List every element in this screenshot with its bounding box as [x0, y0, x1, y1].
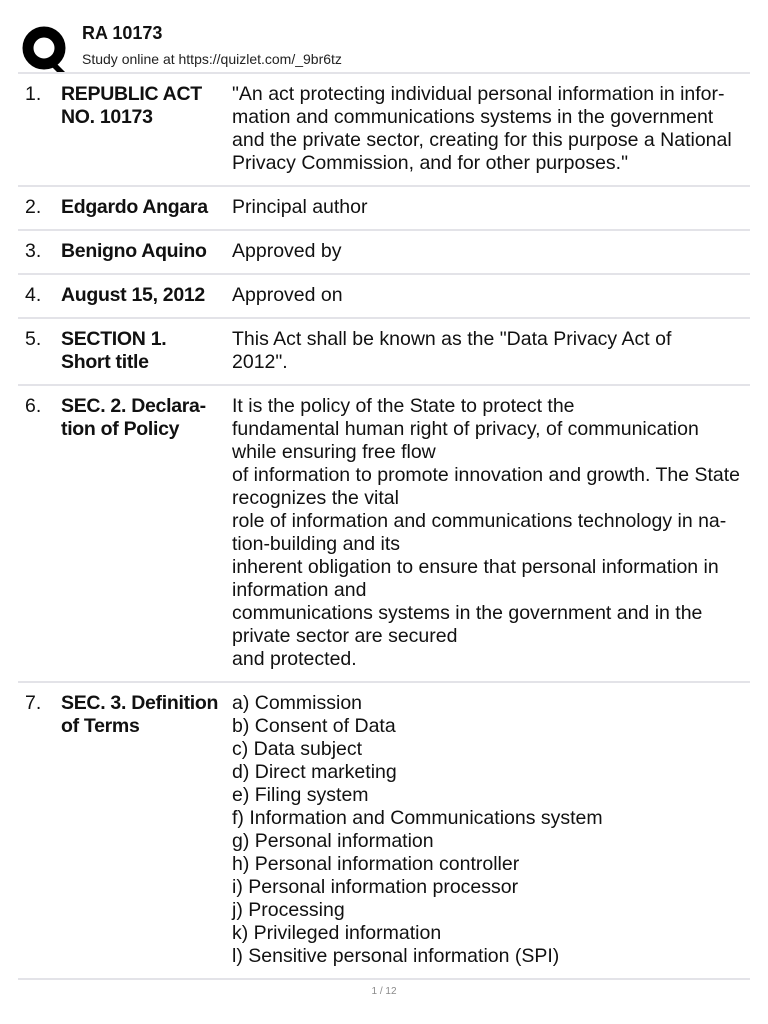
- definition-line: fundamental human right of privacy, of communication: [232, 418, 699, 440]
- definition-line: tion-building and its: [232, 533, 401, 555]
- definition-line: c) Data subject: [232, 738, 363, 760]
- definition-line: d) Direct marketing: [232, 761, 397, 783]
- term-line: SEC. 2. Declara-: [61, 395, 206, 417]
- quizlet-q-logo: [20, 24, 70, 74]
- card-number: 4.: [25, 284, 42, 306]
- term-line: Benigno Aquino: [61, 240, 207, 262]
- definition-line: It is the policy of the State to protect the: [232, 395, 575, 417]
- card-row: [18, 231, 750, 275]
- definition-line: private sector are secured: [232, 625, 458, 647]
- card-number: 7.: [25, 692, 42, 714]
- definition-line: and the private sector, creating for this purpose a National: [232, 129, 732, 151]
- term-line: of Terms: [61, 715, 140, 737]
- card-row: [18, 319, 750, 386]
- definition-line: Approved by: [232, 240, 342, 262]
- definition-line: This Act shall be known as the "Data Privacy Act of: [232, 328, 672, 350]
- definition-line: and protected.: [232, 648, 357, 670]
- card-row: [18, 275, 750, 319]
- card-definition: [232, 328, 750, 374]
- card-term: [61, 692, 232, 738]
- card-number: 2.: [25, 196, 42, 218]
- definition-line: mation and communications systems in the government: [232, 106, 714, 128]
- card-definition: [232, 284, 750, 307]
- card-row: [18, 74, 750, 187]
- page-indicator: 1 / 12: [371, 986, 397, 997]
- card-definition: [232, 83, 750, 175]
- definition-line: Principal author: [232, 196, 368, 218]
- card-row: [18, 187, 750, 231]
- definition-line: k) Privileged information: [232, 922, 442, 944]
- term-line: Edgardo Angara: [61, 196, 208, 218]
- definition-line: f) Information and Communications system: [232, 807, 603, 829]
- card-term: [61, 240, 232, 263]
- page-header: [18, 18, 748, 70]
- card-term: [61, 284, 232, 307]
- definition-line: Privacy Commission, and for other purposes.": [232, 152, 628, 174]
- definition-line: Approved on: [232, 284, 343, 306]
- definition-line: a) Commission: [232, 692, 363, 714]
- card-row: [18, 386, 750, 683]
- card-term: [61, 83, 232, 129]
- card-definition: [232, 692, 750, 968]
- definition-line: of information to promote innovation and growth. The State: [232, 464, 741, 486]
- term-line: SEC. 3. Definition: [61, 692, 219, 714]
- definition-line: j) Processing: [232, 899, 345, 921]
- definition-line: role of information and communications technology in na-: [232, 510, 727, 532]
- card-definition: [232, 196, 750, 219]
- set-title: RA 10173: [82, 23, 163, 43]
- term-line: August 15, 2012: [61, 284, 205, 306]
- definition-line: 2012".: [232, 351, 288, 373]
- definition-line: inherent obligation to ensure that personal information in: [232, 556, 719, 578]
- definition-line: information and: [232, 579, 367, 601]
- definition-line: i) Personal information processor: [232, 876, 519, 898]
- card-term: [61, 328, 232, 374]
- definition-line: recognizes the vital: [232, 487, 399, 509]
- term-line: tion of Policy: [61, 418, 180, 440]
- term-line: Short title: [61, 351, 149, 373]
- card-number: 5.: [25, 328, 42, 350]
- flashcard-list: [18, 72, 750, 980]
- definition-line: l) Sensitive personal information (SPI): [232, 945, 560, 967]
- card-number: 1.: [25, 83, 42, 105]
- definition-line: e) Filing system: [232, 784, 369, 806]
- term-line: SECTION 1.: [61, 328, 167, 350]
- definition-line: h) Personal information controller: [232, 853, 520, 875]
- card-term: [61, 395, 232, 441]
- definition-line: while ensuring free flow: [232, 441, 436, 463]
- definition-line: communications systems in the government and in the: [232, 602, 703, 624]
- card-term: [61, 196, 232, 219]
- card-number: 3.: [25, 240, 42, 262]
- definition-line: b) Consent of Data: [232, 715, 396, 737]
- card-row: [18, 683, 750, 980]
- set-url: Study online at https://quizlet.com/_9br6tz: [82, 51, 342, 67]
- term-line: NO. 10173: [61, 106, 153, 128]
- definition-line: "An act protecting individual personal information in infor-: [232, 83, 725, 105]
- card-definition: [232, 395, 750, 671]
- card-number: 6.: [25, 395, 42, 417]
- card-definition: [232, 240, 750, 263]
- definition-line: g) Personal information: [232, 830, 434, 852]
- term-line: REPUBLIC ACT: [61, 83, 202, 105]
